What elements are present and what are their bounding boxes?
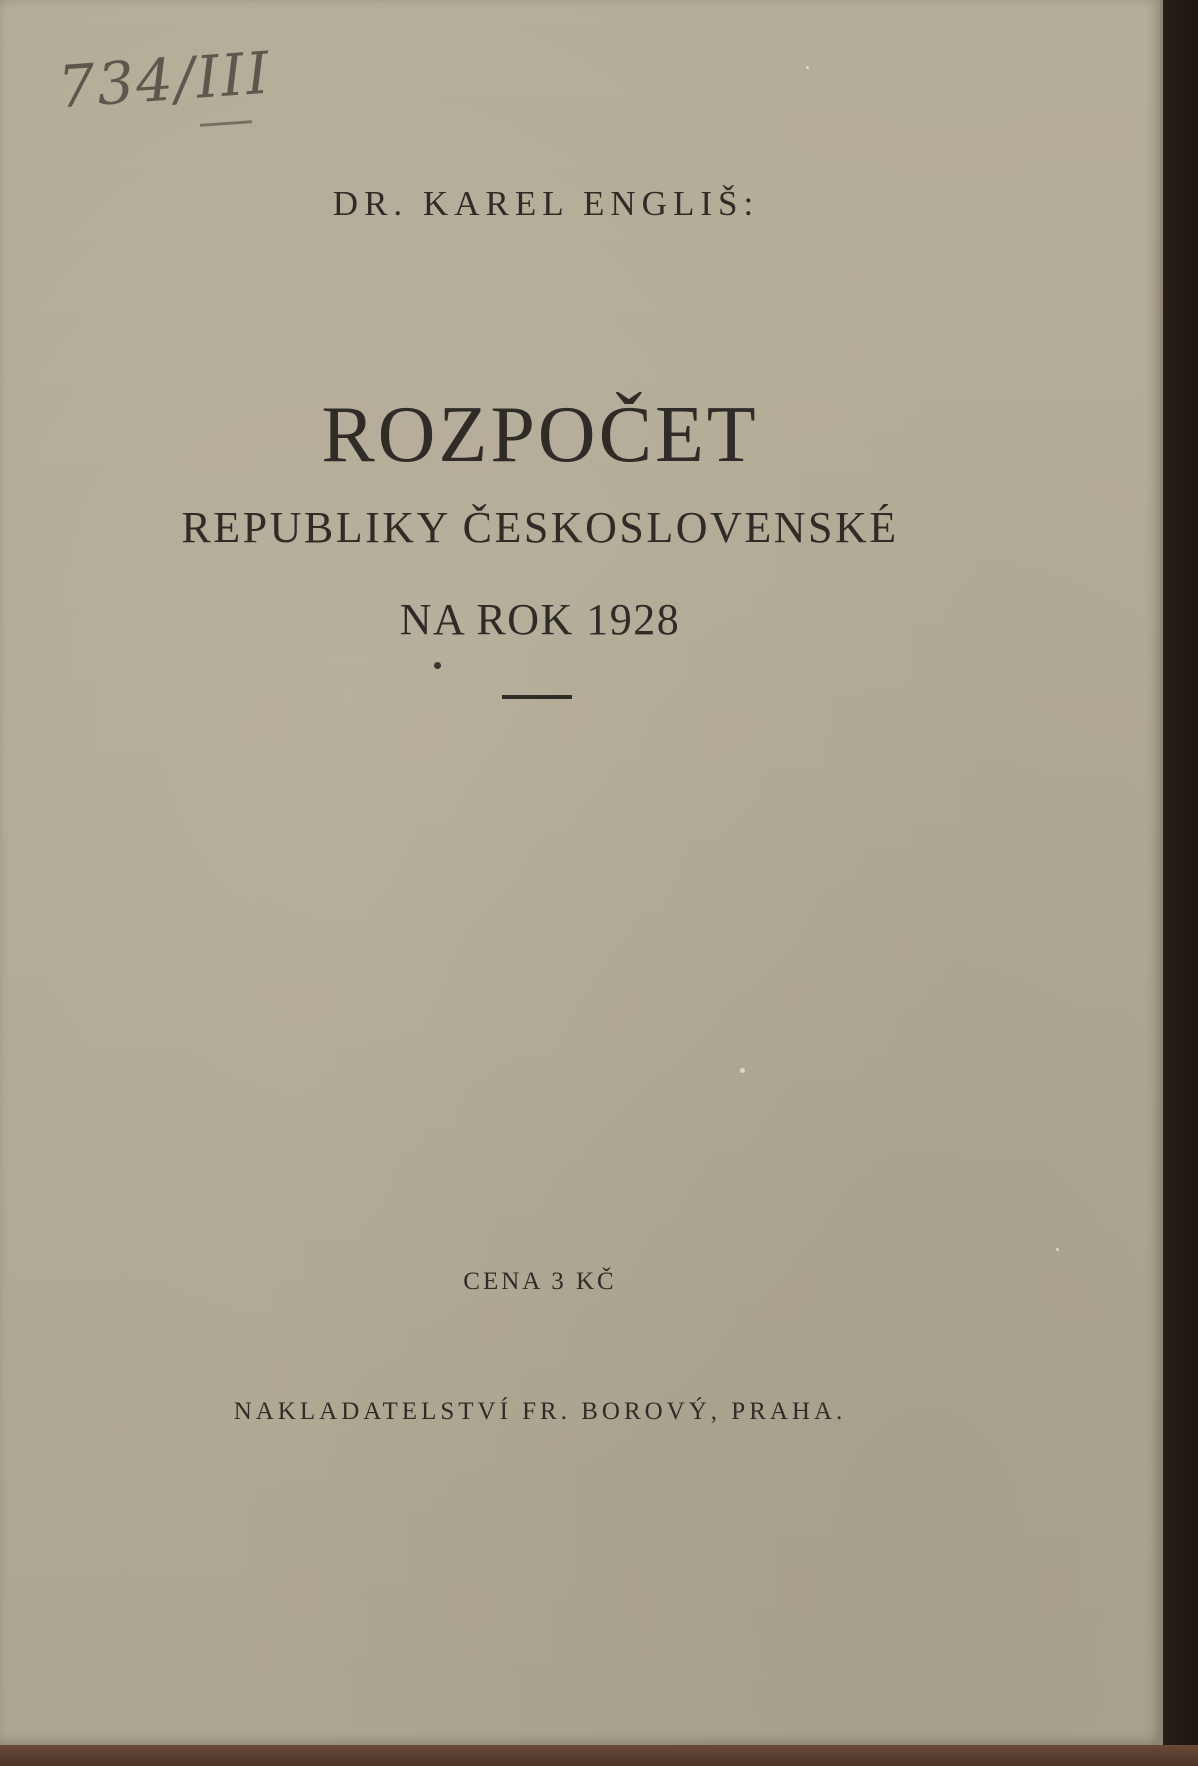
price-label: CENA 3 KČ [463, 1268, 617, 1295]
document-title: ROZPOČET [321, 391, 759, 479]
author-name: DR. KAREL ENGLIŠ: [332, 184, 760, 223]
subtitle-line-2: NA ROK 1928 [399, 595, 681, 644]
paper-speck [1056, 1248, 1059, 1251]
title-divider-rule [502, 695, 572, 699]
shelfmark-underline [200, 120, 252, 127]
paper-speck [806, 66, 809, 69]
scan-background-edge [0, 1745, 1198, 1766]
publisher-imprint: NAKLADATELSTVÍ FR. BOROVÝ, PRAHA. [233, 1398, 847, 1425]
handwritten-shelfmark: 734/III [55, 38, 274, 122]
ink-dot [434, 662, 441, 669]
paper-speck [740, 1068, 745, 1073]
subtitle-line-1: REPUBLIKY ČESKOSLOVENSKÉ [181, 503, 899, 552]
